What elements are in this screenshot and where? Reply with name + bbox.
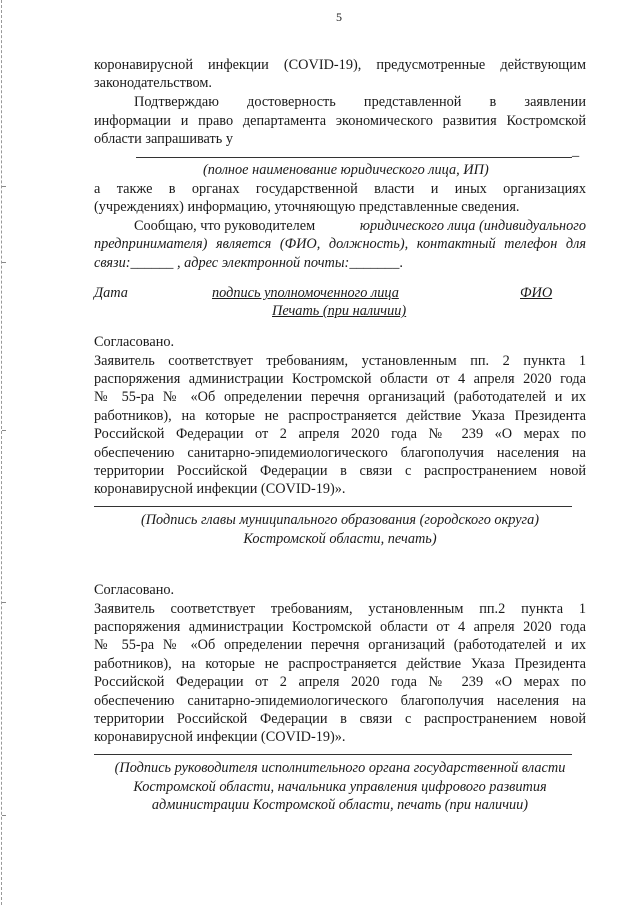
agreement1-line: Заявитель соответствует требованиям, установленным пп. 2 пункта 1: [94, 353, 586, 369]
agreement1-caption: (Подпись главы муниципального образования (городского округа): [140, 512, 540, 528]
phone-blank: ______: [130, 255, 174, 271]
agreement1-caption: Костромской области, печать): [243, 531, 437, 547]
scan-edge: [1, 0, 2, 905]
agreement2-line: обеспечению санитарно-эпидемиологического благополучия населения на: [94, 693, 586, 709]
para3-end: .: [399, 255, 403, 271]
email-blank: _______: [349, 255, 400, 271]
agreement2-line: работников), на которые не распространяется действие Указа Президента: [94, 656, 586, 672]
scan-mark: [2, 262, 6, 263]
blank-line-entity: [136, 157, 572, 158]
para1-line: законодательством.: [94, 75, 212, 91]
scan-mark: [2, 430, 6, 431]
para2-cont-line: (учреждениях) информацию, уточняющую представленные сведения.: [94, 199, 520, 215]
agreement2-line: коронавирусной инфекции (COVID-19)».: [94, 729, 346, 745]
agreement1-heading: Согласовано.: [94, 334, 175, 350]
agreement2-line: Российской Федерации от 2 апреля 2020 года № 239 «О мерах по: [94, 674, 586, 690]
para2-cont-line: а также в органах государственной власти и иных организациях: [94, 181, 586, 197]
stamp-label: Печать (при наличии): [272, 303, 407, 319]
phone-label: связи:: [94, 255, 131, 271]
agreement2-line: территории Российской Федерации в связи с распространением новой: [94, 711, 586, 727]
para3-line: [134, 218, 586, 235]
signature-label: подпись уполномоченного лица: [212, 285, 399, 301]
agreement2-line: Заявитель соответствует требованиям, установленным пп.2 пункта 1: [94, 601, 586, 617]
scan-mark: [2, 602, 6, 603]
para2-line: области запрашивать у: [94, 131, 234, 147]
fio-label: ФИО: [520, 285, 553, 301]
agreement1-line: распоряжения администрации Костромской области от 4 апреля 2020 года: [94, 371, 586, 387]
agreement1-line: коронавирусной инфекции (COVID-19)».: [94, 481, 346, 497]
blank-line-tail: _: [572, 143, 580, 159]
para2-line: Подтверждаю достоверность представленной в заявлении: [134, 94, 586, 110]
email-label: , адрес электронной почты:: [176, 255, 350, 271]
agreement1-line: работников), на которые не распространяется действие Указа Президента: [94, 408, 586, 424]
scan-mark: [2, 815, 6, 816]
agreement1-line: № 55-ра № «Об определении перечня организаций (работодателей и их: [94, 389, 586, 405]
agreement1-signature-line: [94, 506, 572, 507]
agreement2-signature-line: [94, 754, 572, 755]
entity-hint: (полное наименование юридического лица, ИП): [203, 162, 489, 178]
agreement2-line: распоряжения администрации Костромской области от 4 апреля 2020 года: [94, 619, 586, 635]
agreement2-caption: (Подпись руководителя исполнительного органа государственной власти: [114, 760, 566, 776]
para2-line: информации и право департамента экономического развития Костромской: [94, 113, 586, 129]
agreement1-line: обеспечению санитарно-эпидемиологического благополучия населения на: [94, 445, 586, 461]
para1-line: коронавирусной инфекции (COVID-19), предусмотренные действующим: [94, 57, 586, 73]
para3-line: предпринимателя) является (ФИО, должность), контактный телефон для: [94, 236, 586, 252]
agreement2-heading: Согласовано.: [94, 582, 175, 598]
para3-line: [94, 255, 586, 272]
agreement1-line: Российской Федерации от 2 апреля 2020 года № 239 «О мерах по: [94, 426, 586, 442]
date-label: Дата: [94, 285, 128, 301]
agreement2-caption: администрации Костромской области, печать (при наличии): [151, 797, 529, 813]
para3-text-italic: юридического лица (индивидуального: [359, 218, 586, 234]
agreement2-line: № 55-ра № «Об определении перечня организаций (работодателей и их: [94, 637, 586, 653]
para3-text: Сообщаю, что руководителем: [134, 218, 316, 234]
page-number: 5: [336, 10, 342, 24]
scan-mark: [2, 186, 6, 187]
agreement2-caption: Костромской области, начальника управления цифрового развития: [133, 779, 547, 795]
agreement1-line: территории Российской Федерации в связи с распространением новой: [94, 463, 586, 479]
